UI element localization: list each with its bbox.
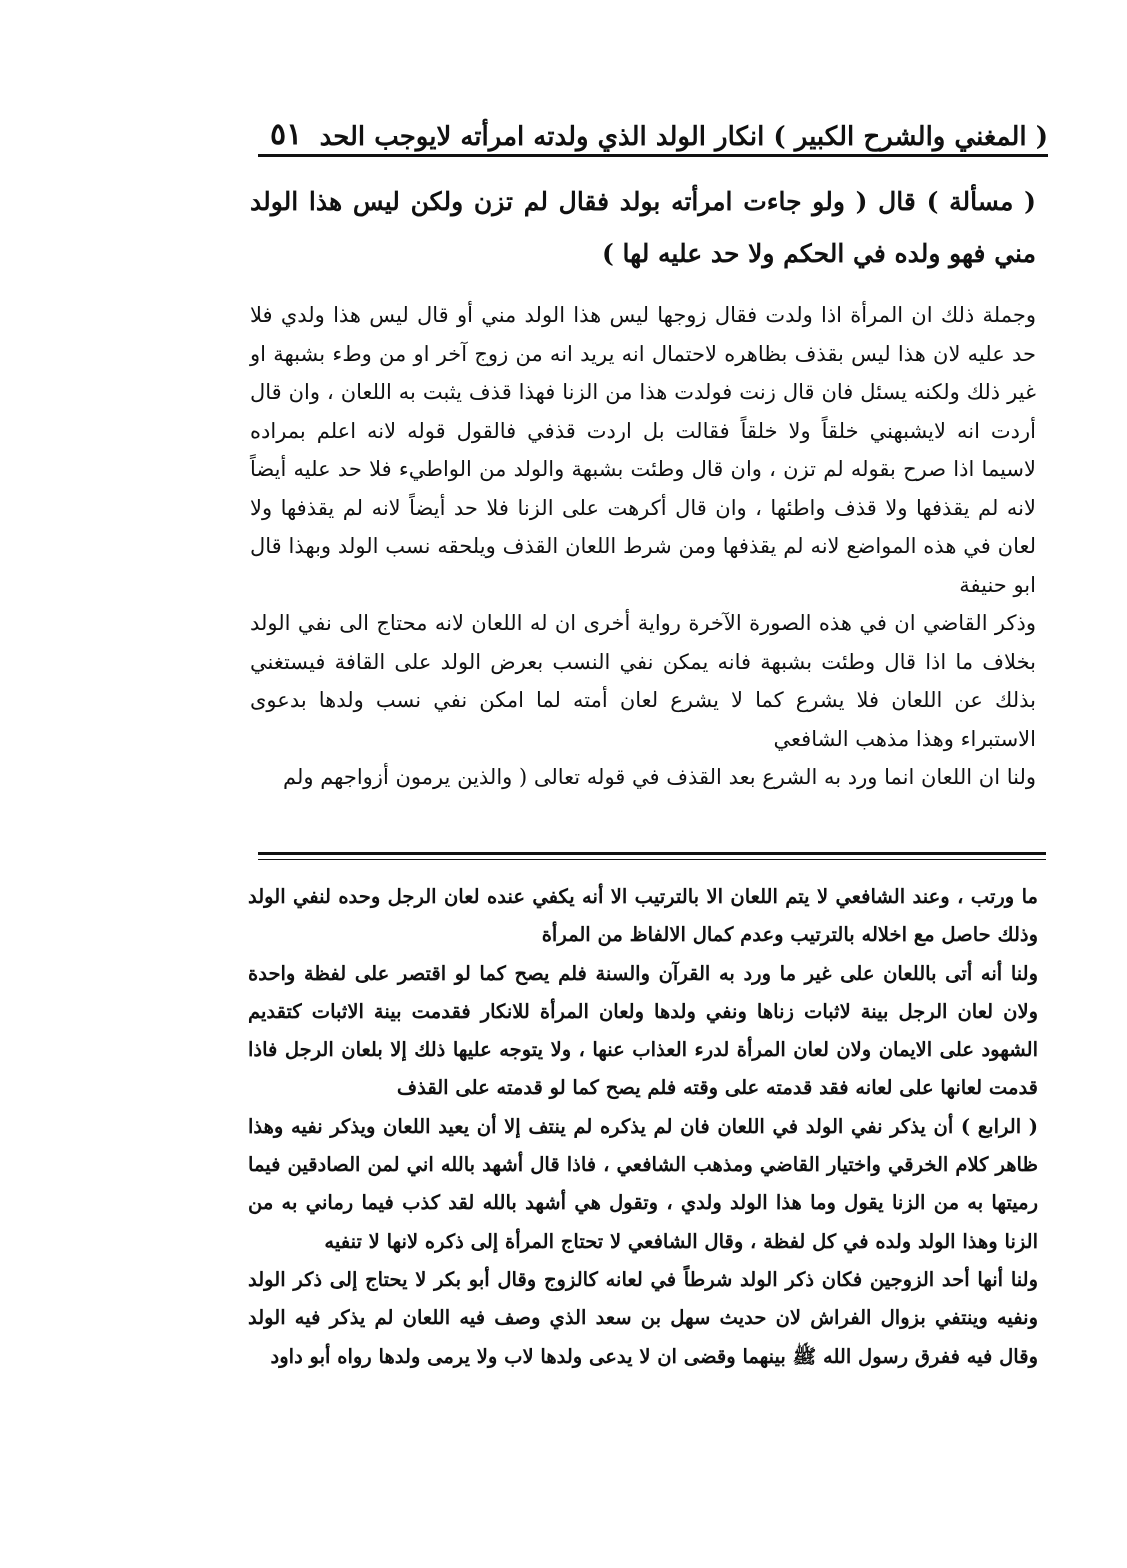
main-paragraph: وجملة ذلك ان المرأة اذا ولدت فقال زوجها ليس هذا الولد مني أو قال ليس هذا ولدي فلا حد عليه لان هذا ليس بقذف بظاهره لاحتمال انه يريد انه من زوج آخر او من وطء بشبهة او غير ذلك ولكنه يسئل فان قال زنت فولدت هذا من الزنا فهذا قذف يثبت به اللعان ، وان قال أردت انه لايشبهني خلقاً ولا خلقاً فقالت بل اردت قذفي فالقول قوله لانه اعلم بمراده لاسيما اذا صرح بقوله لم تزن ، وان قال وطئت بشبهة والولد من الواطيء فلا حد عليه أيضاً لانه لم يقذفها ولا قذف واطئها ، وان قال أكرهت على الزنا فلا حد أيضاً لانه لم يقذفها ولا لعان في هذه المواضع لانه لم يقذفها ومن شرط اللعان القذف ويلحقه نسب الولد وبهذا قال ابو حنيفة <box>250 303 1036 597</box>
sharh-paragraph: ولنا أنه أتى باللعان على غير ما ورد به القرآن والسنة فلم يصح كما لو اقتصر على لفظة واحدة ولان لعان الرجل بينة لاثبات زناها ونفي ولدها ولعان المرأة للانكار فقدمت بينة الاثبات كتقديم الشهود على الايمان ولان لعان المرأة لدرء العذاب عنها ، ولا يتوجه عليها ذلك إلا بلعان الرجل فاذا قدمت لعانها على لعانه فقد قدمته على وقته فلم يصح كما لو قدمته على القذف <box>248 961 1039 1100</box>
running-header <box>258 108 1048 152</box>
sharh-paragraph: ( الرابع ) أن يذكر نفي الولد في اللعان فان لم يذكره لم ينتف إلا أن يعيد اللعان ويذكر نفيه وهذا ظاهر كلام الخرقي واختيار القاضي ومذهب الشافعي ، فاذا قال أشهد بالله اني لمن الصادقين فيما رميتها به من الزنا يقول وما هذا الولد ولدي ، وتقول هي أشهد بالله لقد كذب فيما رماني به من الزنا وهذا الولد ولده في كل لفظة ، وقال الشافعي لا تحتاج المرأة إلى ذكره لانها لا تنفيه <box>248 1114 1038 1253</box>
main-paragraph: ولنا ان اللعان انما ورد به الشرع بعد القذف في قوله تعالى ( والذين يرمون أزواجهم ولم <box>283 765 1036 789</box>
sharh-paragraph: ما ورتب ، وعند الشافعي لا يتم اللعان الا بالترتيب الا أنه يكفي عنده لعان الرجل وحده لنفي الولد وذلك حاصل مع اخلاله بالترتيب وعدم كمال الالفاظ من المرأة <box>248 885 1038 947</box>
section-divider <box>258 852 1046 860</box>
main-paragraph: وذكر القاضي ان في هذه الصورة الآخرة رواية أخرى ان له اللعان لانه محتاج الى نفي الولد بخلاف ما اذا قال وطئت بشبهة فانه يمكن نفي النسب بعرض الولد على القافة فيستغني بذلك عن اللعان فلا يشرع كما لا يشرع لعان أمته لما امكن نفي نسب ولدها بدعوى الاستبراء وهذا مذهب الشافعي <box>250 611 1036 751</box>
running-header-title: ( المغني والشرح الكبير ) انكار الولد الذي ولدته امرأته لايوجب الحد <box>319 122 1048 152</box>
page-number: ٥١ <box>270 117 303 152</box>
header-rule <box>258 154 1048 157</box>
main-text <box>250 296 1036 797</box>
sharh-paragraph: ولنا أنها أحد الزوجين فكان ذكر الولد شرطاً في لعانه كالزوج وقال أبو بكر لا يحتاج إلى ذكر الولد ونفيه وينتفي بزوال الفراش لان حديث سهل بن سعد الذي وصف فيه اللعان لم يذكر فيه الولد وقال فيه ففرق رسول الله ﷺ بينهما وقضى ان لا يدعى ولدها لاب ولا يرمى ولدها رواه أبو داود <box>248 1267 1038 1368</box>
sharh-text <box>248 878 1038 1376</box>
masala-heading: ( مسألة ) قال ( ولو جاءت امرأته بولد فقال لم تزن ولكن ليس هذا الولد مني فهو ولده في الحكم ولا حد عليه لها ) <box>250 187 1036 268</box>
